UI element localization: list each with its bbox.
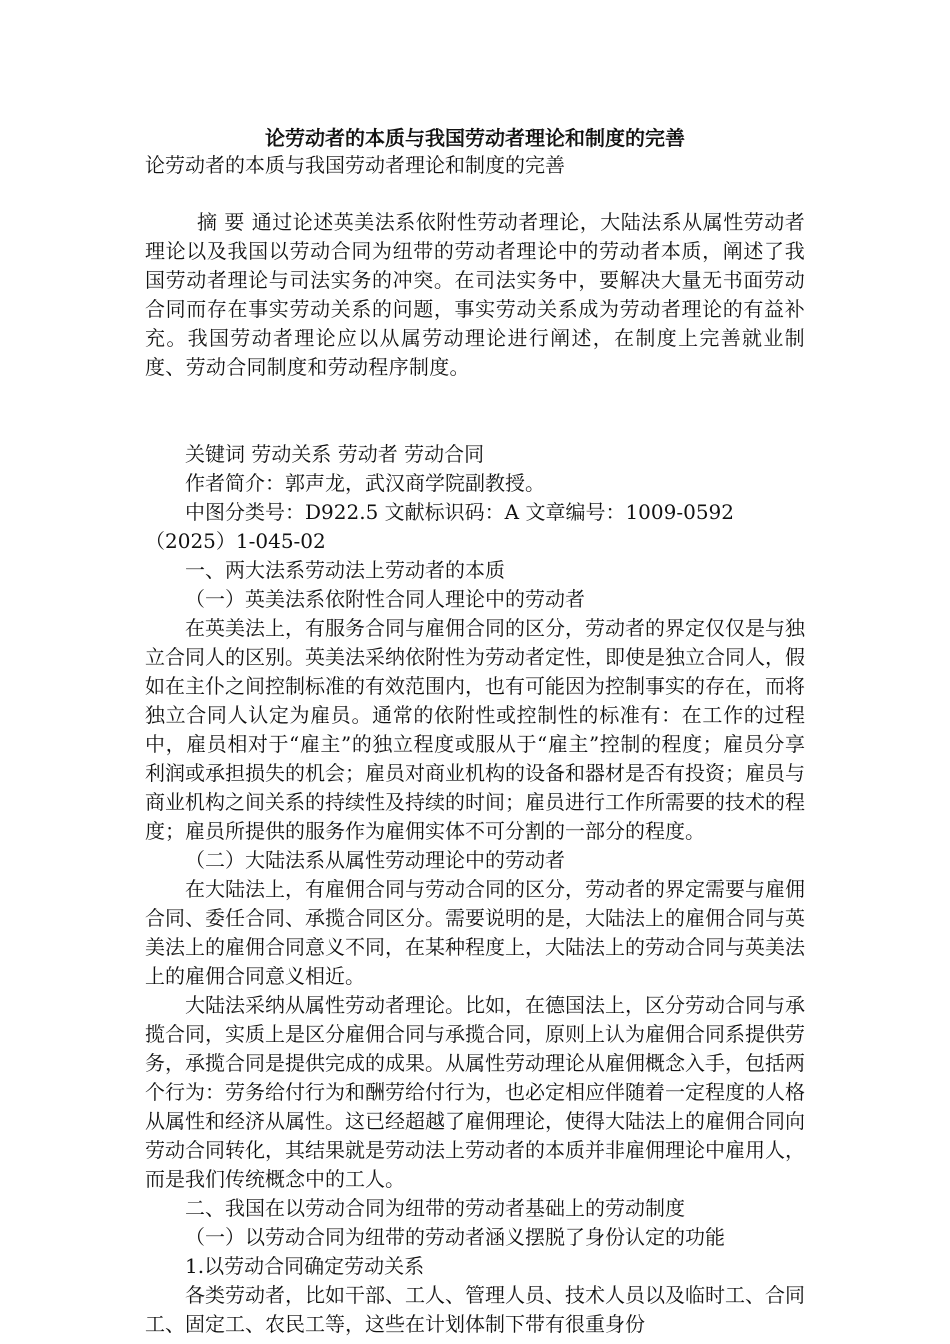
document-page [145,125,805,1339]
author-line: 作者简介：郭声龙，武汉商学院副教授。 [185,471,545,495]
subsection-heading-1-1: （一）英美法系依附性合同人理论中的劳动者 [185,587,585,611]
subsection-heading-1-2: （二）大陆法系从属性劳动理论中的劳动者 [185,848,565,872]
classification-line: 中图分类号：D922.5 文献标识码：A 文章编号：1009-0592（2025）1-045-02 [145,500,735,553]
body-paragraph: 在大陆法上，有雇佣合同与劳动合同的区分，劳动者的界定需要与雇佣合同、委任合同、承揽合同区分。需要说明的是，大陆法上的雇佣合同与英美法上的雇佣合同意义不同，在某种程度上，大陆法上的劳动合同与英美法上的雇佣合同意义相近。 [145,877,805,988]
subsubsection-heading: 1.以劳动合同确定劳动关系 [185,1254,425,1278]
subsection-heading-2-1: （一）以劳动合同为纽带的劳动者涵义摆脱了身份认定的功能 [185,1225,725,1249]
spacer [145,382,805,440]
section-heading-2: 二、我国在以劳动合同为纽带的劳动者基础上的劳动制度 [185,1196,685,1220]
document-title: 论劳动者的本质与我国劳动者理论和制度的完善 [265,126,685,150]
body-paragraph: 各类劳动者，比如干部、工人、管理人员、技术人员以及临时工、合同工、固定工、农民工等，这些在计划体制下带有很重身份 [145,1283,805,1336]
abstract-paragraph: 摘 要 通过论述英美法系依附性劳动者理论，大陆法系从属性劳动者理论以及我国以劳动合同为纽带的劳动者理论中的劳动者本质，阐述了我国劳动者理论与司法实务的冲突。在司法实务中，要解决大量无书面劳动合同而存在事实劳动关系的问题，事实劳动关系成为劳动者理论的有益补充。我国劳动者理论应以从属劳动理论进行阐述，在制度上完善就业制度、劳动合同制度和劳动程序制度。 [145,210,805,379]
document-subtitle: 论劳动者的本质与我国劳动者理论和制度的完善 [145,153,565,177]
keywords-line: 关键词 劳动关系 劳动者 劳动合同 [185,442,485,466]
body-paragraph: 大陆法采纳从属性劳动者理论。比如，在德国法上，区分劳动合同与承揽合同，实质上是区分雇佣合同与承揽合同，原则上认为雇佣合同系提供劳务，承揽合同是提供完成的成果。从属性劳动理论从雇佣概念入手，包括两个行为：劳务给付行为和酬劳给付行为，也必定相应伴随着一定程度的人格从属性和经济从属性。这已经超越了雇佣理论，使得大陆法上的雇佣合同向劳动合同转化，其结果就是劳动法上劳动者的本质并非雇佣理论中雇用人，而是我们传统概念中的工人。 [145,993,805,1191]
body-paragraph: 在英美法上，有服务合同与雇佣合同的区分，劳动者的界定仅仅是与独立合同人的区别。英美法采纳依附性为劳动者定性，即使是独立合同人，假如在主仆之间控制标准的有效范围内，也有可能因为控制事实的存在，而将独立合同人认定为雇员。通常的依附性或控制性的标准有：在工作的过程中，雇员相对于“雇主”的独立程度或服从于“雇主”控制的程度；雇员分享利润或承担损失的机会；雇员对商业机构的设备和器材是否有投资；雇员与商业机构之间关系的持续性及持续的时间；雇员进行工作所需要的技术的程度；雇员所提供的服务作为雇佣实体不可分割的一部分的程度。 [145,616,805,843]
section-heading-1: 一、两大法系劳动法上劳动者的本质 [185,558,505,582]
